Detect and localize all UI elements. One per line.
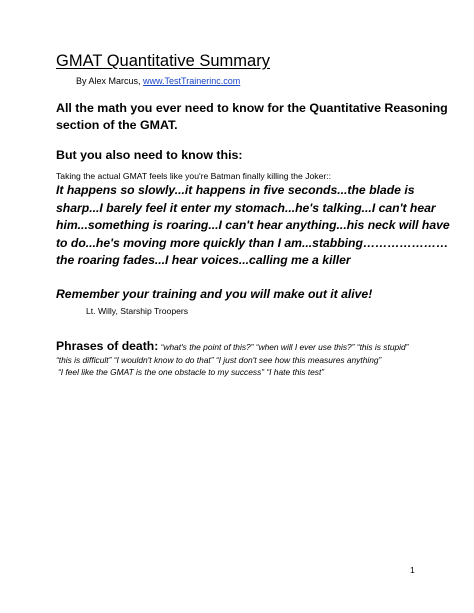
quote-line: It happens so slowly...it happens in five seconds...the blade is: [56, 183, 415, 197]
phrases-line: [56, 339, 408, 354]
subheading: But you also need to know this:: [56, 148, 243, 162]
phrases-line: “I feel like the GMAT is the one obstacle to my success” “I hate this test”: [58, 367, 325, 377]
quote-line: him...something is roaring...I can't hear anything...his neck will have: [56, 218, 450, 233]
quote-intro: Taking the actual GMAT feels like you're Batman finally killing the Joker::: [56, 171, 332, 181]
document-title: GMAT Quantitative Summary: [56, 52, 270, 70]
remember-line: Remember your training and you will make out it alive!: [56, 287, 373, 301]
byline: [76, 76, 240, 86]
lead-line: All the math you ever need to know for the Quantitative Reasoning: [56, 101, 448, 115]
byline-author: By Alex Marcus,: [76, 76, 144, 86]
quote-line: sharp...I barely feel it enter my stomach...he's talking...I can't hear: [56, 200, 436, 215]
website-link[interactable]: www.TestTrainerinc.com: [143, 76, 241, 86]
attribution: Lt. Willy, Starship Troopers: [86, 306, 189, 316]
page-number: 1: [410, 565, 415, 575]
phrases-label: Phrases of death:: [56, 339, 159, 353]
quote-line: to do...he's moving more quickly than I am...stabbing…………………: [56, 235, 449, 250]
lead-line: section of the GMAT.: [56, 118, 178, 132]
batman-quote: [56, 182, 450, 270]
phrases-of-death: [56, 339, 408, 378]
quote-line: the roaring fades...I hear voices...calling me a killer: [56, 253, 351, 268]
phrases-line: “this is difficult” “I wouldn't know to do that” “I just don't see how this measures anything”: [56, 355, 382, 365]
phrases-text: “what's the point of this?” “when will I ever use this?” “this is stupid”: [158, 342, 409, 352]
lead-paragraph: [56, 100, 448, 134]
